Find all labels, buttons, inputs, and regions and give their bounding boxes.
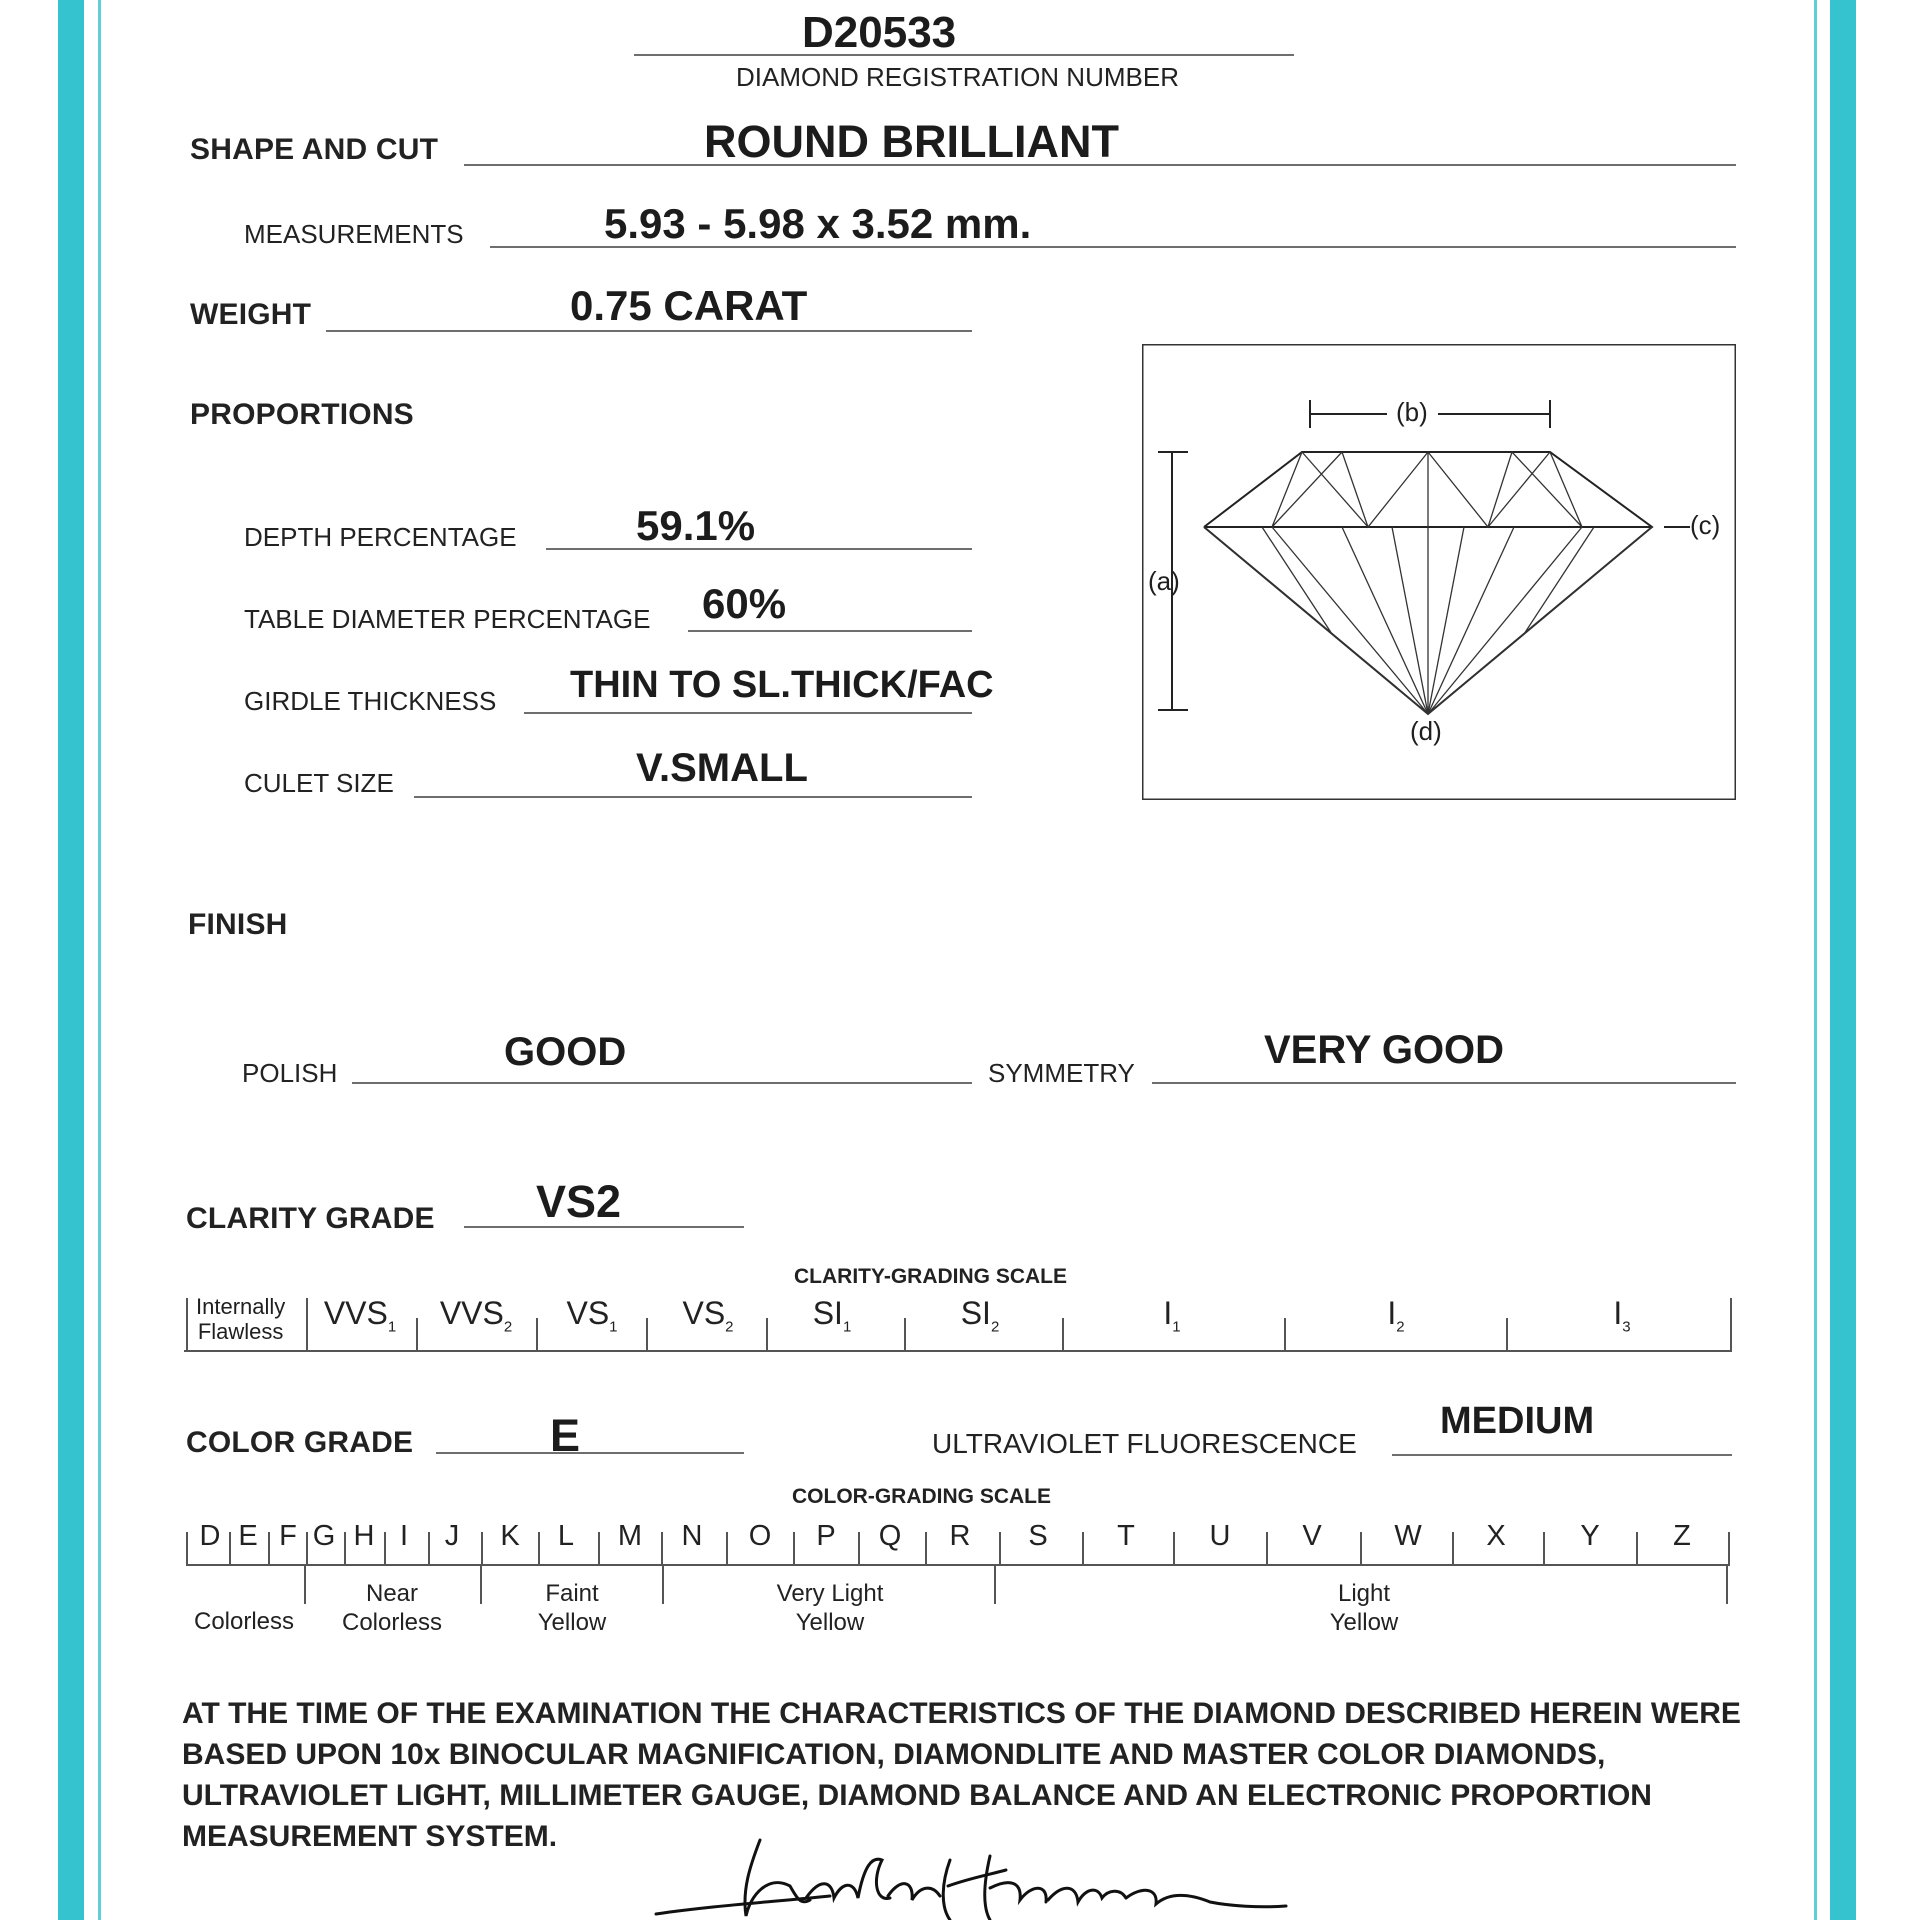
color-scale-tick bbox=[268, 1532, 270, 1564]
clarity-tick bbox=[1284, 1318, 1286, 1350]
if-line-1: Internally bbox=[196, 1294, 286, 1319]
color-grade-letter: R bbox=[949, 1520, 971, 1552]
if-line-2: Flawless bbox=[197, 1319, 284, 1345]
color-scale-tick bbox=[428, 1532, 430, 1564]
grade-main: VS bbox=[566, 1295, 610, 1331]
color-scale-tick bbox=[726, 1532, 728, 1564]
color-grade-letter: J bbox=[444, 1520, 460, 1552]
color-scale-tick bbox=[858, 1532, 860, 1564]
weight-rule bbox=[326, 330, 972, 332]
colorless-label: Colorless bbox=[193, 1608, 295, 1635]
grade-sub: 1 bbox=[609, 1318, 618, 1336]
color-scale-tick bbox=[1266, 1532, 1268, 1564]
proportions-heading: PROPORTIONS bbox=[190, 398, 414, 431]
left-inner-line bbox=[98, 0, 101, 1920]
grade-main: I bbox=[1387, 1295, 1397, 1331]
color-grade-letter: V bbox=[1302, 1520, 1322, 1552]
color-scale-tick bbox=[1360, 1532, 1362, 1564]
table-value: 60% bbox=[702, 580, 787, 627]
color-scale-tick bbox=[1636, 1532, 1638, 1564]
color-grade-letter: M bbox=[617, 1520, 643, 1552]
clarity-tick bbox=[536, 1318, 538, 1350]
registration-rule bbox=[634, 54, 1294, 56]
finish-heading: FINISH bbox=[188, 908, 288, 941]
diagram-label-b: (b) bbox=[1396, 397, 1428, 427]
color-grade-letter: Z bbox=[1673, 1520, 1691, 1552]
shape-cut-value: ROUND BRILLIANT bbox=[704, 116, 1119, 167]
color-group-divider bbox=[662, 1564, 664, 1604]
clarity-grade-vvs2 bbox=[440, 1295, 512, 1335]
symmetry-value: VERY GOOD bbox=[1264, 1028, 1505, 1072]
polish-label: POLISH bbox=[242, 1058, 338, 1088]
left-border bbox=[58, 0, 84, 1920]
color-grade-letter: K bbox=[500, 1520, 520, 1552]
measurements-label: MEASUREMENTS bbox=[244, 219, 464, 249]
registration-number: D20533 bbox=[802, 8, 957, 57]
clarity-tick bbox=[306, 1298, 308, 1350]
girdle-label: GIRDLE THICKNESS bbox=[244, 686, 497, 716]
clarity-tick bbox=[904, 1318, 906, 1350]
very-light-yellow-line-2: Yellow bbox=[795, 1608, 865, 1636]
color-scale-tick bbox=[999, 1532, 1001, 1564]
color-group-very-light-yellow bbox=[777, 1580, 884, 1638]
grade-sub: 3 bbox=[1622, 1318, 1631, 1336]
uv-rule bbox=[1392, 1454, 1732, 1456]
color-group-divider bbox=[304, 1564, 306, 1604]
registration-label: DIAMOND REGISTRATION NUMBER bbox=[736, 62, 1179, 92]
color-scale-end-tick bbox=[1728, 1532, 1730, 1564]
girdle-rule bbox=[524, 712, 972, 714]
faint-yellow-line-2: Yellow bbox=[537, 1608, 607, 1636]
color-rule bbox=[436, 1452, 744, 1454]
table-label: TABLE DIAMETER PERCENTAGE bbox=[244, 604, 651, 634]
girdle-value: THIN TO SL.THICK/FAC bbox=[570, 664, 994, 706]
faint-yellow-line-1: Faint bbox=[545, 1580, 599, 1607]
color-grade-letter: W bbox=[1394, 1520, 1422, 1552]
color-value: E bbox=[550, 1410, 581, 1461]
color-scale-tick bbox=[306, 1532, 308, 1564]
grade-main: I bbox=[1613, 1295, 1623, 1331]
weight-label: WEIGHT bbox=[190, 298, 312, 331]
very-light-yellow-line-1: Very Light bbox=[776, 1580, 884, 1607]
color-scale-tick bbox=[1452, 1532, 1454, 1564]
color-grade-letter: X bbox=[1486, 1520, 1506, 1552]
grade-sub: 2 bbox=[503, 1318, 513, 1336]
color-scale-tick bbox=[229, 1532, 231, 1564]
color-group-divider bbox=[1726, 1564, 1728, 1604]
color-scale-tick bbox=[925, 1532, 927, 1564]
clarity-tick bbox=[766, 1318, 768, 1350]
color-group-faint-yellow bbox=[538, 1580, 607, 1638]
near-colorless-line-1: Near bbox=[365, 1580, 419, 1607]
clarity-grade-vs2 bbox=[682, 1295, 733, 1335]
color-grade-letter: H bbox=[353, 1520, 375, 1552]
uv-label: ULTRAVIOLET FLUORESCENCE bbox=[932, 1428, 1357, 1459]
near-colorless-line-2: Colorless bbox=[341, 1608, 443, 1636]
right-border bbox=[1830, 0, 1856, 1920]
clarity-grade-i1 bbox=[1163, 1295, 1180, 1335]
color-grade-letter: U bbox=[1209, 1520, 1231, 1552]
proportion-diagram bbox=[1142, 344, 1736, 800]
examination-note: AT THE TIME OF THE EXAMINATION THE CHARACTERISTICS OF THE DIAMOND DESCRIBED HEREIN WERE BASED UPON 10x BINOCULAR MAGNIFICATION, DIAMONDLITE AND MASTER COLOR DIAMONDS, ULTRAVIOLET LIGHT, MILLIMETER GAUGE, DIAMOND BALANCE AND AN ELECTRONIC PROPORTION MEASUREMENT SYSTEM. bbox=[182, 1697, 1741, 1853]
clarity-grade-if bbox=[196, 1294, 285, 1345]
grade-sub: 1 bbox=[1172, 1318, 1181, 1336]
light-yellow-line-2: Yellow bbox=[1329, 1608, 1399, 1636]
color-grade-letter: L bbox=[557, 1520, 575, 1552]
color-grade-letter: Y bbox=[1580, 1520, 1600, 1552]
clarity-tick bbox=[1730, 1298, 1732, 1350]
color-grade-letter: Q bbox=[878, 1520, 902, 1552]
polish-rule bbox=[352, 1082, 972, 1084]
clarity-scale-baseline bbox=[184, 1350, 1732, 1352]
color-group-light-yellow bbox=[1330, 1580, 1399, 1638]
culet-value: V.SMALL bbox=[636, 746, 808, 790]
clarity-label: CLARITY GRADE bbox=[186, 1202, 435, 1235]
color-grade-letter: G bbox=[312, 1520, 336, 1552]
clarity-tick bbox=[646, 1318, 648, 1350]
grade-sub: 2 bbox=[725, 1318, 734, 1336]
color-grade-letter: O bbox=[748, 1520, 772, 1552]
color-scale-tick bbox=[481, 1532, 483, 1564]
clarity-grade-si2 bbox=[961, 1295, 1000, 1335]
diagram-label-d: (d) bbox=[1410, 716, 1442, 746]
grade-main: SI bbox=[960, 1295, 991, 1331]
depth-label: DEPTH PERCENTAGE bbox=[244, 522, 517, 552]
color-grade-letter: T bbox=[1117, 1520, 1135, 1552]
grade-main: VS bbox=[682, 1295, 726, 1331]
clarity-tick bbox=[1062, 1318, 1064, 1350]
color-scale-tick bbox=[1173, 1532, 1175, 1564]
grade-sub: 1 bbox=[842, 1318, 852, 1336]
clarity-tick bbox=[1506, 1318, 1508, 1350]
clarity-grade-vs1 bbox=[566, 1295, 617, 1335]
color-grade-letter: N bbox=[681, 1520, 703, 1552]
color-scale-tick bbox=[1543, 1532, 1545, 1564]
symmetry-label: SYMMETRY bbox=[988, 1058, 1135, 1088]
color-scale-tick bbox=[344, 1532, 346, 1564]
color-label: COLOR GRADE bbox=[186, 1426, 414, 1459]
color-scale-tick bbox=[538, 1532, 540, 1564]
depth-rule bbox=[546, 548, 972, 550]
color-group-near-colorless bbox=[342, 1580, 442, 1638]
grade-main: I bbox=[1163, 1295, 1173, 1331]
color-grade-letter: F bbox=[279, 1520, 297, 1552]
culet-rule bbox=[414, 796, 972, 798]
uv-value: MEDIUM bbox=[1440, 1400, 1595, 1442]
grade-main: VVS bbox=[323, 1295, 388, 1331]
table-rule bbox=[688, 630, 972, 632]
grade-main: VVS bbox=[439, 1295, 504, 1331]
grade-sub: 1 bbox=[387, 1318, 397, 1336]
clarity-grade-vvs1 bbox=[324, 1295, 396, 1335]
right-inner-line bbox=[1814, 0, 1817, 1920]
light-yellow-line-1: Light bbox=[1337, 1580, 1391, 1607]
signature bbox=[650, 1826, 1290, 1920]
grade-main: SI bbox=[812, 1295, 843, 1331]
color-group-divider bbox=[480, 1564, 482, 1604]
grade-sub: 2 bbox=[1396, 1318, 1405, 1336]
clarity-grade-si1 bbox=[813, 1295, 852, 1335]
weight-value: 0.75 CARAT bbox=[570, 282, 808, 329]
clarity-grade-i2 bbox=[1387, 1295, 1404, 1335]
measurements-value: 5.93 - 5.98 x 3.52 mm. bbox=[604, 200, 1032, 247]
color-grade-letter: D bbox=[199, 1520, 221, 1552]
color-scale-tick bbox=[1082, 1532, 1084, 1564]
color-scale-tick bbox=[793, 1532, 795, 1564]
depth-value: 59.1% bbox=[636, 502, 756, 549]
symmetry-rule bbox=[1152, 1082, 1736, 1084]
color-scale-tick bbox=[661, 1532, 663, 1564]
color-scale-tick bbox=[384, 1532, 386, 1564]
color-scale-baseline bbox=[186, 1564, 1730, 1566]
clarity-scale-title: CLARITY-GRADING SCALE bbox=[794, 1265, 1067, 1288]
grade-sub: 2 bbox=[990, 1318, 1000, 1336]
diagram-label-a: (a) bbox=[1148, 566, 1180, 596]
color-grade-letter: S bbox=[1028, 1520, 1048, 1552]
polish-value: GOOD bbox=[504, 1030, 627, 1074]
color-grade-letter: E bbox=[238, 1520, 258, 1552]
color-group-divider bbox=[994, 1564, 996, 1604]
culet-label: CULET SIZE bbox=[244, 768, 394, 798]
diagram-label-c: (c) bbox=[1690, 510, 1721, 540]
color-grade-letter: I bbox=[399, 1520, 409, 1552]
clarity-grade-i3 bbox=[1613, 1295, 1630, 1335]
clarity-tick bbox=[186, 1298, 188, 1350]
color-grade-letter: P bbox=[816, 1520, 836, 1552]
clarity-tick bbox=[416, 1318, 418, 1350]
clarity-value: VS2 bbox=[536, 1176, 622, 1227]
color-scale-tick bbox=[598, 1532, 600, 1564]
color-scale-title: COLOR-GRADING SCALE bbox=[792, 1485, 1051, 1508]
color-scale-end-tick bbox=[186, 1532, 188, 1564]
color-group-colorless bbox=[194, 1608, 294, 1637]
shape-cut-label: SHAPE AND CUT bbox=[190, 133, 439, 166]
